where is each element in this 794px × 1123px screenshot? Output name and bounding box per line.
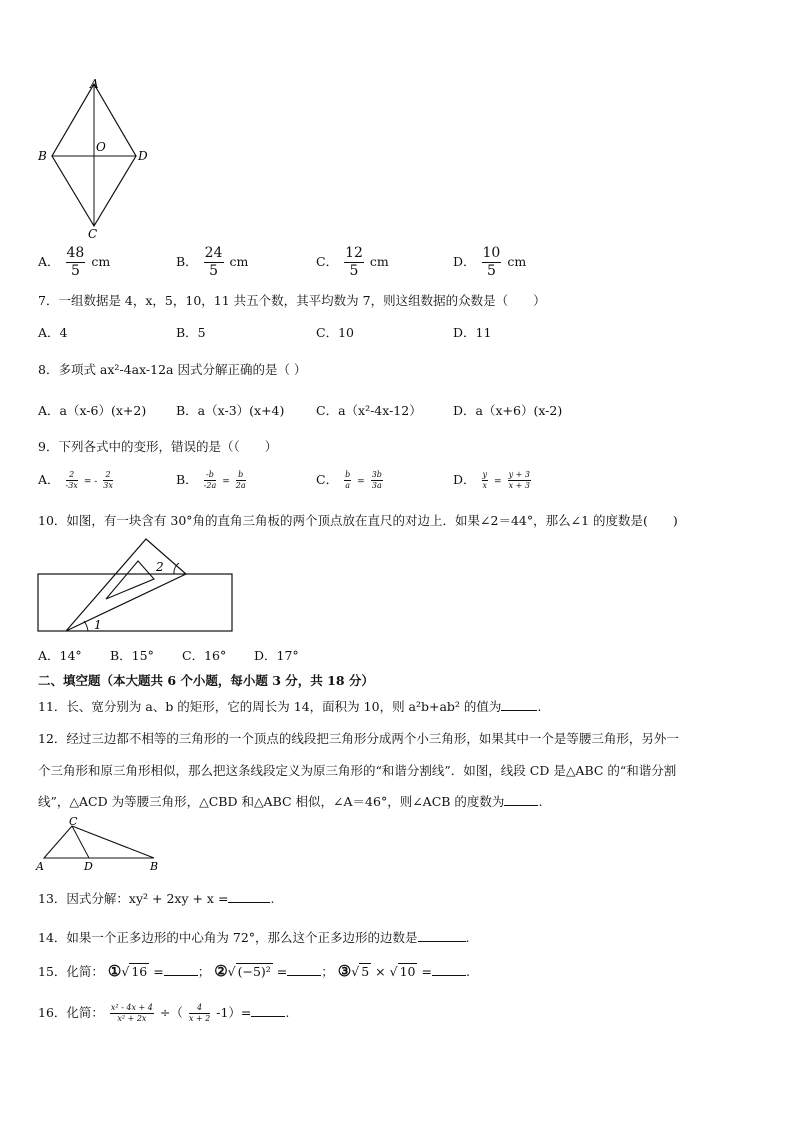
label-b: B xyxy=(38,149,47,163)
q8-option-d[interactable]: D．a（x+6）(x-2) xyxy=(453,403,563,418)
section-title: 二、填空题（本大题共 6 个小题，每小题 3 分，共 18 分） xyxy=(38,673,374,688)
q14: 14．如果一个正多边形的中心角为 72°，那么这个正多边形的边数是 . xyxy=(38,930,470,945)
label-a: A xyxy=(36,860,44,873)
triangle-abc xyxy=(44,826,154,858)
q8-option-b[interactable]: B．a（x-3）(x+4) xyxy=(176,403,285,418)
q6-b-fraction: $\frac{24}{5}$ xyxy=(204,245,223,279)
q8-option-a[interactable]: A．a（x-6）(x+2) xyxy=(38,403,147,418)
q14-answer-blank[interactable] xyxy=(418,929,466,942)
label-c: C xyxy=(88,227,98,241)
angle2-label: 2 xyxy=(156,560,164,574)
q13: 13．因式分解：xy² + 2xy + x = . xyxy=(38,891,275,906)
q6-option-c[interactable]: C． $\frac{12}{5}$ cm xyxy=(316,245,389,279)
q15-blank-2[interactable] xyxy=(287,963,321,976)
label-d: D xyxy=(84,860,93,873)
q11: 11．长、宽分别为 a、b 的矩形，它的周长为 14，面积为 10，则 a²b+ab² 的值为 . xyxy=(38,699,542,714)
q10-option-d[interactable]: D．17° xyxy=(254,648,299,663)
q15-blank-3[interactable] xyxy=(432,963,466,976)
q9-option-b[interactable]: B． $\frac{-b}{-2a}$ = $\frac{b}{2a}$ xyxy=(176,470,246,490)
q6-d-fraction: $\frac{10}{5}$ xyxy=(482,245,501,279)
q16-answer-blank[interactable] xyxy=(251,1004,285,1017)
ruler-triangle-figure xyxy=(36,535,236,635)
q12-line3: 线”，△ACD 为等腰三角形，△CBD 和△ABC 相似，∠A＝46°，则∠ACB 的度数为 . xyxy=(38,794,543,809)
q12-answer-blank[interactable] xyxy=(504,793,538,806)
q6-a-fraction: $\frac{48}{5}$ xyxy=(66,245,85,279)
q15: 15．化简： ①√ 16 = ； ②√ (−5)² = ； ③√ 5 × √ 10 = . xyxy=(38,962,470,980)
q7-option-b[interactable]: B．5 xyxy=(176,325,206,340)
q12-line2: 个三角形和原三角形相似，那么把这条线段定义为原三角形的“和谐分割线”．如图，线段 CD 是△ABC 的“和谐分割 xyxy=(38,763,677,778)
q16: 16．化简： $\frac{\text{x² - 4x + 4}}{\text{x² + 2x}}$ ÷（ $\frac{4}{x + 2}$ -1）= . xyxy=(38,1003,290,1023)
q6-option-a[interactable]: A． $\frac{48}{5}$ cm xyxy=(38,245,111,279)
rhombus-figure xyxy=(34,74,164,242)
sqrt-16: √ 16 xyxy=(121,964,148,979)
q6-option-b[interactable]: B． $\frac{24}{5}$ cm xyxy=(176,245,249,279)
angle1-arc xyxy=(84,621,88,631)
q12-line1: 12．经过三边都不相等的三角形的一个顶点的线段把三角形分成两个小三角形，如果其中一个是等腰三角形，另外一 xyxy=(38,731,679,746)
set-square-inner xyxy=(106,561,154,599)
q13-answer-blank[interactable] xyxy=(228,890,270,903)
q15-blank-1[interactable] xyxy=(164,963,198,976)
sqrt-neg5-squared: √ (−5)² xyxy=(227,964,271,979)
q16-fraction-2: $\frac{4}{x + 2}$ xyxy=(188,1003,211,1023)
q8-option-c[interactable]: C．a（x²-4x-12） xyxy=(316,403,422,418)
q16-fraction-1: $\frac{\text{x² - 4x + 4}}{\text{x² + 2x}}$ xyxy=(110,1003,153,1023)
q7-option-d[interactable]: D．11 xyxy=(453,325,492,340)
q6-option-d[interactable]: D． $\frac{10}{5}$ cm xyxy=(453,245,527,279)
label-o: O xyxy=(96,140,106,154)
q10-option-b[interactable]: B．15° xyxy=(110,648,154,663)
set-square-outer xyxy=(66,539,186,631)
q9-option-d[interactable]: D． $\frac{y}{x}$ = $\frac{y + 3}{x + 3}$ xyxy=(453,470,530,490)
label-d: D xyxy=(138,149,148,163)
label-c: C xyxy=(69,815,78,828)
q7-option-c[interactable]: C．10 xyxy=(316,325,354,340)
q10-option-a[interactable]: A．14° xyxy=(38,648,82,663)
segment-cd xyxy=(72,826,89,858)
triangle-figure xyxy=(34,814,164,874)
q8-stem: 8．多项式 ax²-4ax-12a 因式分解正确的是（ ） xyxy=(38,362,307,377)
ruler-rectangle xyxy=(38,574,232,631)
q6-c-fraction: $\frac{12}{5}$ xyxy=(345,245,363,279)
q9-option-c[interactable]: C． $\frac{b}{a}$ = $\frac{3b}{3a}$ xyxy=(316,470,382,490)
label-b: B xyxy=(150,860,159,873)
q9-stem: 9．下列各式中的变形，错误的是（（ ） xyxy=(38,439,278,454)
angle1-label: 1 xyxy=(94,618,102,632)
q10-option-c[interactable]: C．16° xyxy=(182,648,227,663)
label-a: A xyxy=(90,77,99,91)
q10-stem: 10．如图，有一块含有 30°角的直角三角板的两个顶点放在直尺的对边上．如果∠2＝44°，那么∠1 的度数是( ) xyxy=(38,513,678,528)
q11-answer-blank[interactable] xyxy=(501,698,537,711)
q7-stem: 7．一组数据是 4，x，5，10，11 共五个数，其平均数为 7，则这组数据的众数是（ ） xyxy=(38,293,546,308)
q7-option-a[interactable]: A．4 xyxy=(38,325,68,340)
q9-option-a[interactable]: A． $\frac{2}{-3x}$ = - $\frac{2}{3x}$ xyxy=(38,470,113,490)
